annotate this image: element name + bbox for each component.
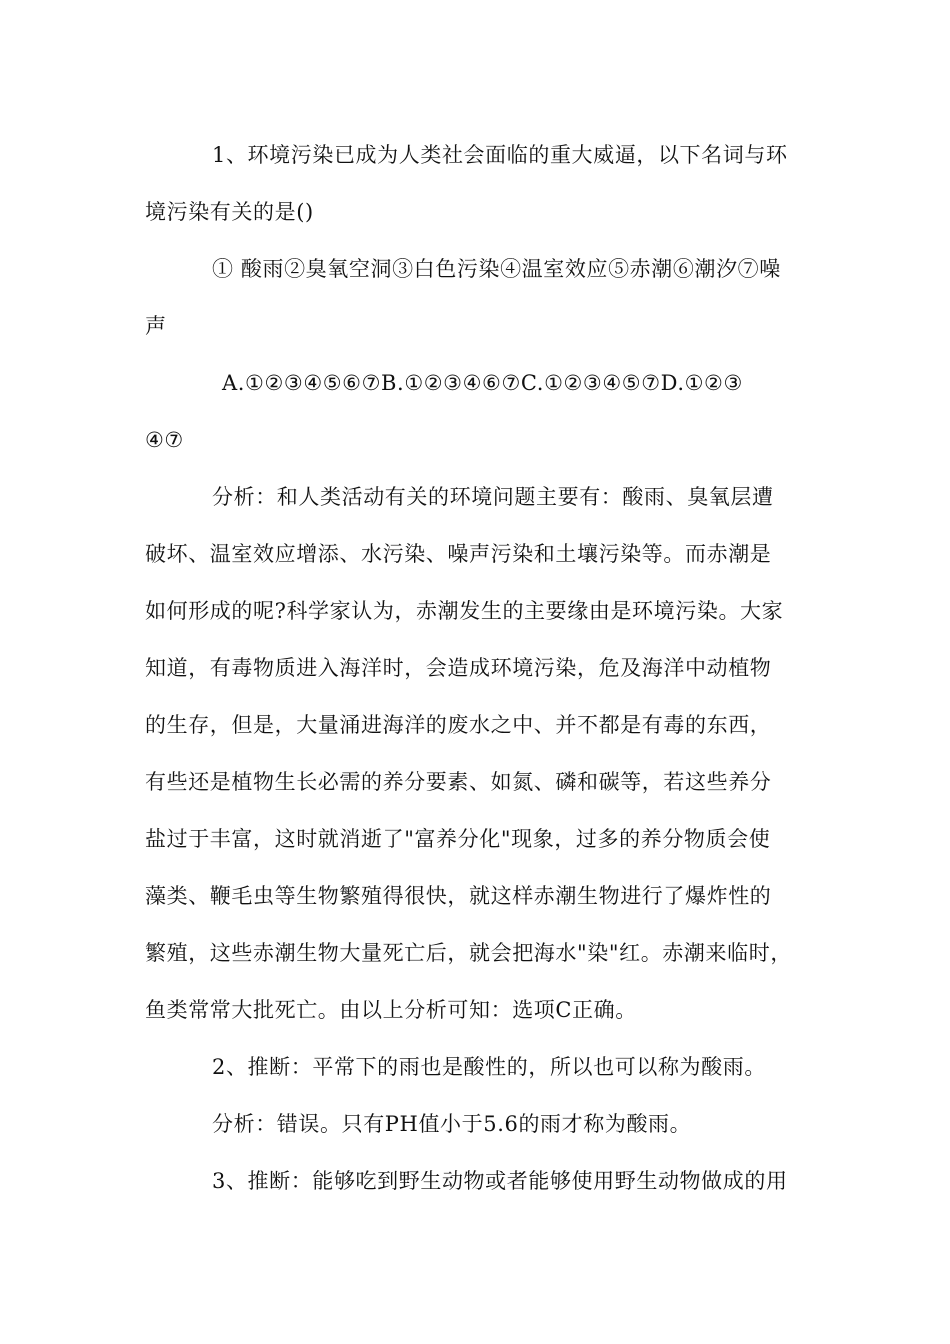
question-3-text: 3、推断：能够吃到野生动物或者能够使用野生动物做成的用	[212, 1169, 788, 1193]
analysis-1-line-10: 鱼类常常大批死亡。由以上分析可知：选项C正确。	[145, 998, 637, 1022]
question-1-text: 1、环境污染已成为人类社会面临的重大威逼，以下名词与环	[212, 143, 788, 167]
question-1-options: A.①②③④⑤⑥⑦B.①②③④⑥⑦C.①②③④⑤⑦D.①②③	[222, 371, 743, 395]
analysis-1-line-5: 的生存，但是，大量涌进海洋的废水之中、并不都是有毒的东西，	[145, 713, 772, 737]
analysis-1-line-4: 知道，有毒物质进入海洋时，会造成环境污染，危及海洋中动植物	[145, 656, 772, 680]
question-1-items: ① 酸雨②臭氧空洞③白色污染④温室效应⑤赤潮⑥潮汐⑦噪	[212, 257, 781, 281]
analysis-1-line-3: 如何形成的呢?科学家认为，赤潮发生的主要缘由是环境污染。大家	[145, 599, 784, 623]
analysis-1-line-6: 有些还是植物生长必需的养分要素、如氮、磷和碳等，若这些养分	[145, 770, 772, 794]
analysis-1-line-7: 盐过于丰富，这时就消逝了"富养分化"现象，过多的养分物质会使	[145, 827, 771, 851]
question-2-text: 2、推断：平常下的雨也是酸性的，所以也可以称为酸雨。	[212, 1055, 766, 1079]
analysis-1-line-1: 分析：和人类活动有关的环境问题主要有：酸雨、臭氧层遭	[212, 485, 774, 509]
analysis-1-line-9: 繁殖，这些赤潮生物大量死亡后，就会把海水"染"红。赤潮来临时，	[145, 941, 792, 965]
question-1-items-cont: 声	[145, 314, 167, 338]
question-1-options-cont: ④⑦	[145, 428, 184, 452]
analysis-2-text: 分析：错误。只有PH值小于5.6的雨才称为酸雨。	[212, 1112, 692, 1136]
analysis-1-line-8: 藻类、鞭毛虫等生物繁殖得很快，就这样赤潮生物进行了爆炸性的	[145, 884, 772, 908]
analysis-1-line-2: 破坏、温室效应增添、水污染、噪声污染和土壤污染等。而赤潮是	[145, 542, 772, 566]
question-1-text-cont: 境污染有关的是()	[145, 200, 314, 224]
